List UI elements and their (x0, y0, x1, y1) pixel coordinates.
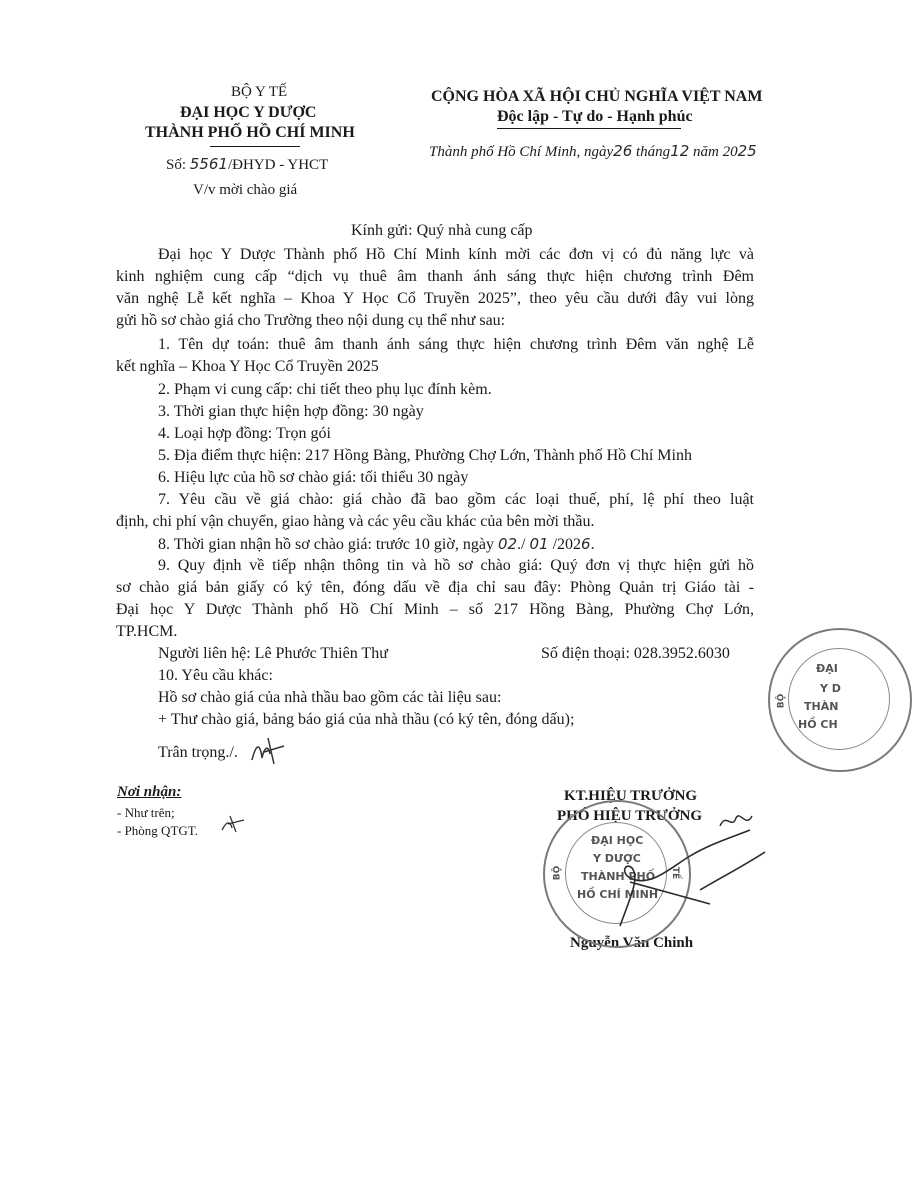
recipient-2: - Phòng QTGT. (117, 823, 199, 838)
issue-date-month-label: tháng (632, 144, 671, 160)
item-8-sep1: ./ (517, 536, 530, 553)
item-8-year: 6 (581, 535, 591, 553)
item-1-line-2: kết nghĩa – Khoa Y Học Cổ Truyền 2025 (116, 358, 379, 375)
edge-seal-text-3: THÀN (804, 700, 839, 713)
item-8-day: 02 (497, 535, 518, 553)
document-number-handwritten: 5561 (189, 155, 228, 173)
document-number-prefix: Số: (166, 157, 190, 173)
header-left-rule (210, 146, 300, 147)
issue-date-month: 12 (670, 142, 690, 160)
country-name: CỘNG HÒA XÃ HỘI CHỦ NGHĨA VIỆT NAM (431, 88, 763, 105)
closing: Trân trọng./. (158, 744, 238, 761)
issue-date-year: 25 (737, 142, 757, 160)
director-signature-icon (560, 808, 780, 938)
greeting: Kính gửi: Quý nhà cung cấp (351, 222, 533, 239)
item-2: 2. Phạm vi cung cấp: chi tiết theo phụ lục đính kèm. (158, 381, 492, 398)
intro-line-4: gửi hồ sơ chào giá cho Trường theo nội dung cụ thể như sau: (116, 312, 506, 329)
documents-intro: Hồ sơ chào giá của nhà thầu bao gồm các tài liệu sau: (158, 689, 502, 706)
issue-date-year-label: năm 20 (689, 144, 738, 160)
issue-date-day: 26 (613, 142, 633, 160)
seal-text-1: ĐẠI HỌC (591, 834, 644, 847)
item-7-line-1: 7. Yêu cầu về giá chào: giá chào đã bao gồm các loại thuế, phí, lệ phí theo luật (158, 491, 754, 508)
item-7-line-2: định, chi phí vận chuyển, giao hàng và các yêu cầu khác của bên mời thầu. (116, 513, 595, 530)
item-9-line-4: TP.HCM. (116, 623, 178, 640)
signature-title-1: KT.HIỆU TRƯỞNG (564, 788, 698, 804)
edge-seal-text-2: Y D (820, 682, 841, 695)
motto-rule (497, 128, 681, 129)
signatory-name: Nguyễn Văn Chinh (570, 935, 694, 951)
item-9-line-1: 9. Quy định về tiếp nhận thông tin và hồ sơ chào giá: Quý đơn vị thực hiện gửi hồ (158, 557, 754, 574)
item-10: 10. Yêu cầu khác: (158, 667, 273, 684)
item-9-line-2: sơ chào giá bản giấy có ký tên, đóng dấu về địa chỉ sau đây: Phòng Quản trị Giáo tài - (116, 579, 754, 596)
seal-text-2: Y DƯỢC (593, 852, 641, 865)
recipient-initials-icon (220, 814, 246, 834)
seal-text-3: THÀNH PHỐ (581, 870, 656, 883)
document-subject: V/v mời chào giá (193, 182, 298, 198)
edge-seal-text-left: BỘ (776, 693, 787, 709)
edge-seal-text-4: HỒ CH (798, 718, 838, 731)
item-3: 3. Thời gian thực hiện hợp đồng: 30 ngày (158, 403, 424, 420)
edge-seal-icon (768, 628, 912, 772)
item-8-sep2: /202 (548, 536, 582, 553)
signature-title-2: PHÓ HIỆU TRƯỞNG (557, 808, 703, 824)
document-number (166, 155, 328, 174)
recipient-1: - Như trên; (117, 805, 175, 820)
university-name-line2: THÀNH PHỐ HỒ CHÍ MINH (145, 124, 355, 141)
documents-item: + Thư chào giá, bảng báo giá của nhà thầu (có ký tên, đóng dấu); (158, 711, 575, 728)
item-8 (158, 535, 595, 554)
ministry-name: BỘ Y TẾ (231, 84, 288, 100)
issue-date (429, 142, 757, 161)
item-6: 6. Hiệu lực của hồ sơ chào giá: tối thiểu 30 ngày (158, 469, 469, 486)
edge-seal-text-1: ĐẠI (816, 662, 838, 675)
item-8-month: 01 (529, 535, 549, 553)
contact-phone: Số điện thoại: 028.3952.6030 (541, 645, 730, 662)
intro-line-2: kinh nghiệm cung cấp “dịch vụ thuê âm thanh ánh sáng thực hiện chương trình Đêm (116, 268, 754, 285)
document-number-suffix: /ĐHYD - YHCT (227, 157, 329, 173)
national-motto: Độc lập - Tự do - Hạnh phúc (497, 108, 693, 125)
recipients-title: Nơi nhận: (117, 784, 182, 800)
intro-line-1: Đại học Y Dược Thành phố Hồ Chí Minh kính mời các đơn vị có đủ năng lực và (158, 246, 754, 263)
seal-text-right: TẾ (670, 866, 681, 880)
item-9-line-3: Đại học Y Dược Thành phố Hồ Chí Minh – số 217 Hồng Bàng, Phường Chợ Lớn, (116, 601, 754, 618)
initials-signature-icon (250, 734, 290, 768)
intro-line-3: văn nghệ Lễ kết nghĩa – Khoa Y Học Cổ Truyền 2025”, theo yêu cầu dưới đây vui lòng (116, 290, 754, 307)
item-4: 4. Loại hợp đồng: Trọn gói (158, 425, 331, 442)
seal-text-left: BỘ (552, 865, 563, 881)
item-1-line-1: 1. Tên dự toán: thuê âm thanh ánh sáng thực hiện chương trình Đêm văn nghệ Lễ (158, 336, 754, 353)
contact-person: Người liên hệ: Lê Phước Thiên Thư (158, 645, 388, 662)
item-8-end: . (590, 536, 595, 553)
issue-date-prefix: Thành phố Hồ Chí Minh, ngày (429, 144, 614, 160)
seal-text-4: HỒ CHÍ MINH (577, 888, 659, 901)
item-5: 5. Địa điểm thực hiện: 217 Hồng Bàng, Phường Chợ Lớn, Thành phố Hồ Chí Minh (158, 447, 692, 464)
edge-seal-inner-ring (788, 648, 890, 750)
item-8-prefix: 8. Thời gian nhận hồ sơ chào giá: trước 10 giờ, ngày (158, 536, 498, 553)
university-name-line1: ĐẠI HỌC Y DƯỢC (180, 104, 317, 121)
